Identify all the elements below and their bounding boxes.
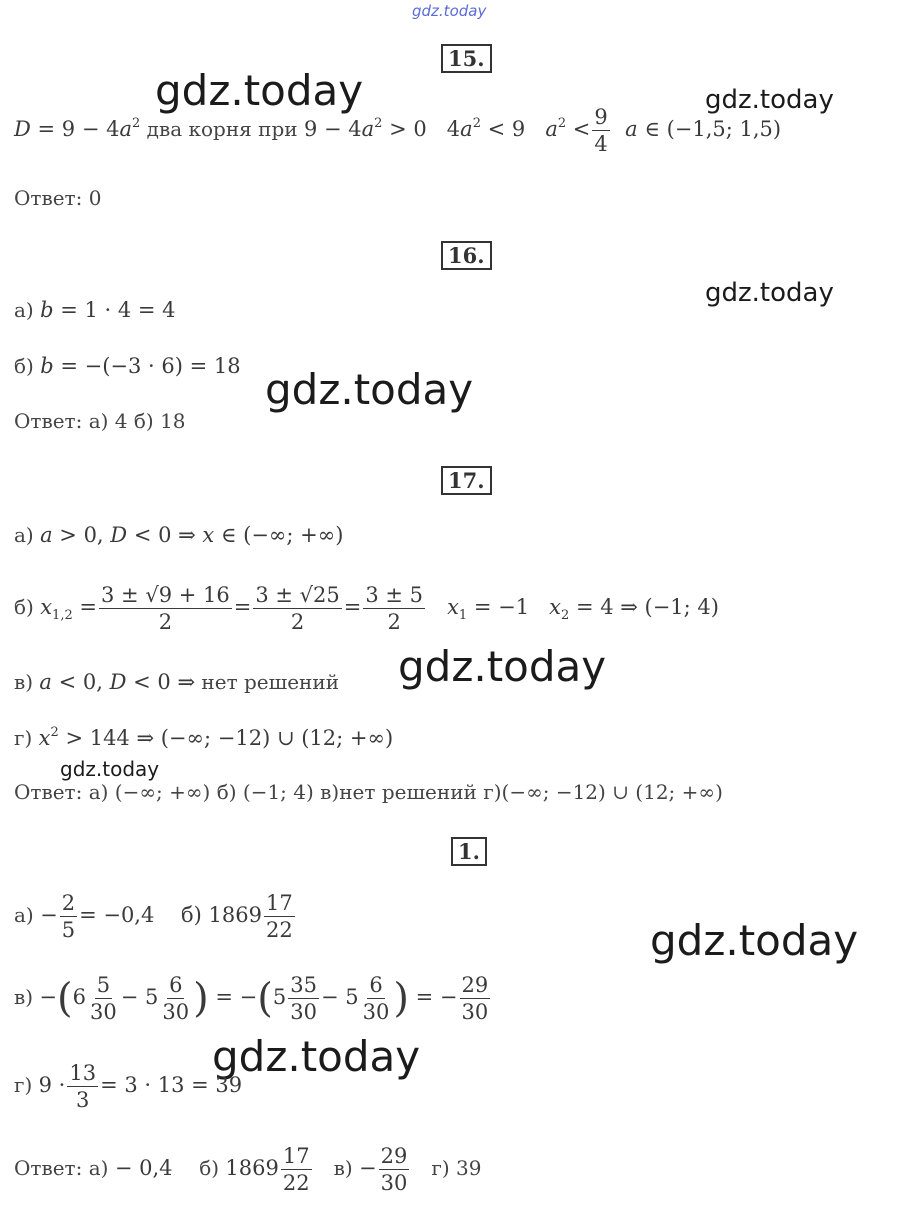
task-17-answer: Ответ: а) (−∞; +∞) б) (−1; 4) в)нет решений г)(−∞; −12) ∪ (12; +∞) [14,780,723,804]
task-17-b: б) $x_{1,2}$ = $\frac{3 \pm √9 + 16}{2}$ = $\frac{3 \pm √25}{2}$ = $\frac{3 \pm 5}{2}$ $x_1 = -1$ $x_2 = 4$ ⇒ (−1; 4) [14,583,719,634]
task-number-15: 15. [441,44,492,73]
watermark: gdz.today [60,757,160,781]
task-1-a-b: а) − $\frac{2}{5}$ = −0,4 б) 1869 $\frac{17}{22}$ [14,891,293,942]
task-15-answer: Ответ: 0 [14,186,102,210]
watermark: gdz.today [705,278,834,308]
task-17-a: а) a > 0, D < 0 ⇒ x ∈ (−∞; +∞) [14,523,344,547]
watermark: gdz.today [155,66,364,115]
task-number-1: 1. [451,837,487,866]
task-1-v: в) −(6 $\frac{5}{30}$ − 5 $\frac{6}{30}$ ) = −(5 $\frac{35}{30}$ − 5 $\frac{6}{30}$ ) = − $\frac{29}{30}$ [14,973,489,1024]
task-17-v: в) a < 0, D < 0 ⇒ нет решений [14,670,340,694]
task-16-answer: Ответ: а) 4 б) 18 [14,409,186,433]
task-number-17: 17. [441,466,492,495]
task-1-answer: Ответ: а) − 0,4 б) 1869 $\frac{17}{22}$ в) − $\frac{29}{30}$ г) 39 [14,1144,482,1195]
two-roots-text: два корня при [140,117,304,141]
task-16-b: б) b = −(−3 · 6) = 18 [14,354,241,378]
watermark: gdz.today [398,642,607,691]
task-15-equation: $D = 9 - 4a^2$ два корня при $9 - 4a^2 > 0$ $4a^2 < 9$ $a^2$ < $\frac{9}{4}$ a ∈ (−1,5; 1,5) [14,105,782,156]
watermark: gdz.today [705,85,834,115]
task-1-g: г) 9 · $\frac{13}{3}$ = 3 · 13 = 39 [14,1061,243,1112]
watermark: gdz.today [265,365,474,414]
task-17-g: г) $x^2 > 144$ ⇒ (−∞; −12) ∪ (12; +∞) [14,725,394,750]
task-number-16: 16. [441,241,492,270]
task-16-a: а) b = 1 · 4 = 4 [14,298,176,322]
watermark: gdz.today [650,916,859,965]
watermark: gdz.today [212,1032,421,1081]
watermark-top: gdz.today [412,2,487,20]
